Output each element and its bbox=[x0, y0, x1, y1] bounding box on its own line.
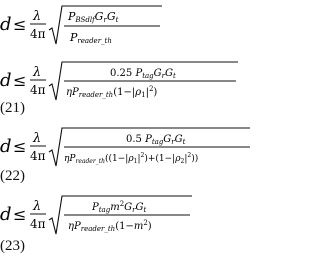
eq20-denominator: Preader_th bbox=[70, 31, 112, 45]
eq21-lhs: d bbox=[0, 70, 12, 91]
eq22-lambda: λ bbox=[33, 131, 42, 146]
eq23-lhs: d bbox=[0, 204, 12, 225]
eq23-denominator: $\eta P_{reader\_th}(1-m^2)$ bbox=[68, 219, 152, 233]
equation-22-graphic bbox=[0, 124, 252, 170]
equation-23 bbox=[0, 192, 252, 256]
eq22-numerator: 0.5 $P_{tag}G_rG_t$ bbox=[126, 134, 186, 146]
eq23-lambda: λ bbox=[33, 199, 42, 214]
eq21-number: (21) bbox=[0, 100, 25, 116]
eq23-four-pi: 4π bbox=[30, 217, 46, 231]
eq21-relation: ≤ bbox=[13, 71, 27, 90]
eq22-number: (22) bbox=[0, 168, 25, 184]
equation-22 bbox=[0, 124, 252, 186]
equation-23-graphic bbox=[0, 192, 252, 238]
eq22-lhs: d bbox=[0, 136, 12, 157]
eq22-four-pi: 4π bbox=[30, 149, 46, 163]
eq21-four-pi: 4π bbox=[30, 83, 46, 97]
equation-20 bbox=[0, 0, 252, 56]
eq20-four-pi: 4π bbox=[30, 27, 46, 41]
equation-21-graphic bbox=[0, 58, 252, 102]
eq22-denominator: $\eta P_{reader\_th}((1-|\rho_1|^2)+(1-|\rho_2|^2))$ bbox=[64, 152, 199, 165]
eq21-lambda: λ bbox=[33, 65, 42, 80]
eq22-relation: ≤ bbox=[13, 137, 27, 156]
equation-20-graphic bbox=[0, 0, 252, 56]
eq21-numerator: 0.25 $P_{tag}G_rG_t$ bbox=[110, 68, 176, 80]
eq20-lhs: d bbox=[0, 14, 12, 35]
equation-21 bbox=[0, 58, 252, 118]
eq21-denominator: $\eta P_{reader\_th}(1-|\rho_1|^2)$ bbox=[66, 85, 158, 99]
eq23-numerator: $P_{tag}m^2G_rG_t$ bbox=[92, 200, 147, 214]
eq20-lambda: λ bbox=[33, 9, 42, 24]
eq20-relation: ≤ bbox=[13, 15, 27, 34]
eq20-numerator: PBSdlfGrGt bbox=[68, 10, 119, 24]
eq23-relation: ≤ bbox=[13, 205, 27, 224]
eq23-number: (23) bbox=[0, 238, 25, 254]
